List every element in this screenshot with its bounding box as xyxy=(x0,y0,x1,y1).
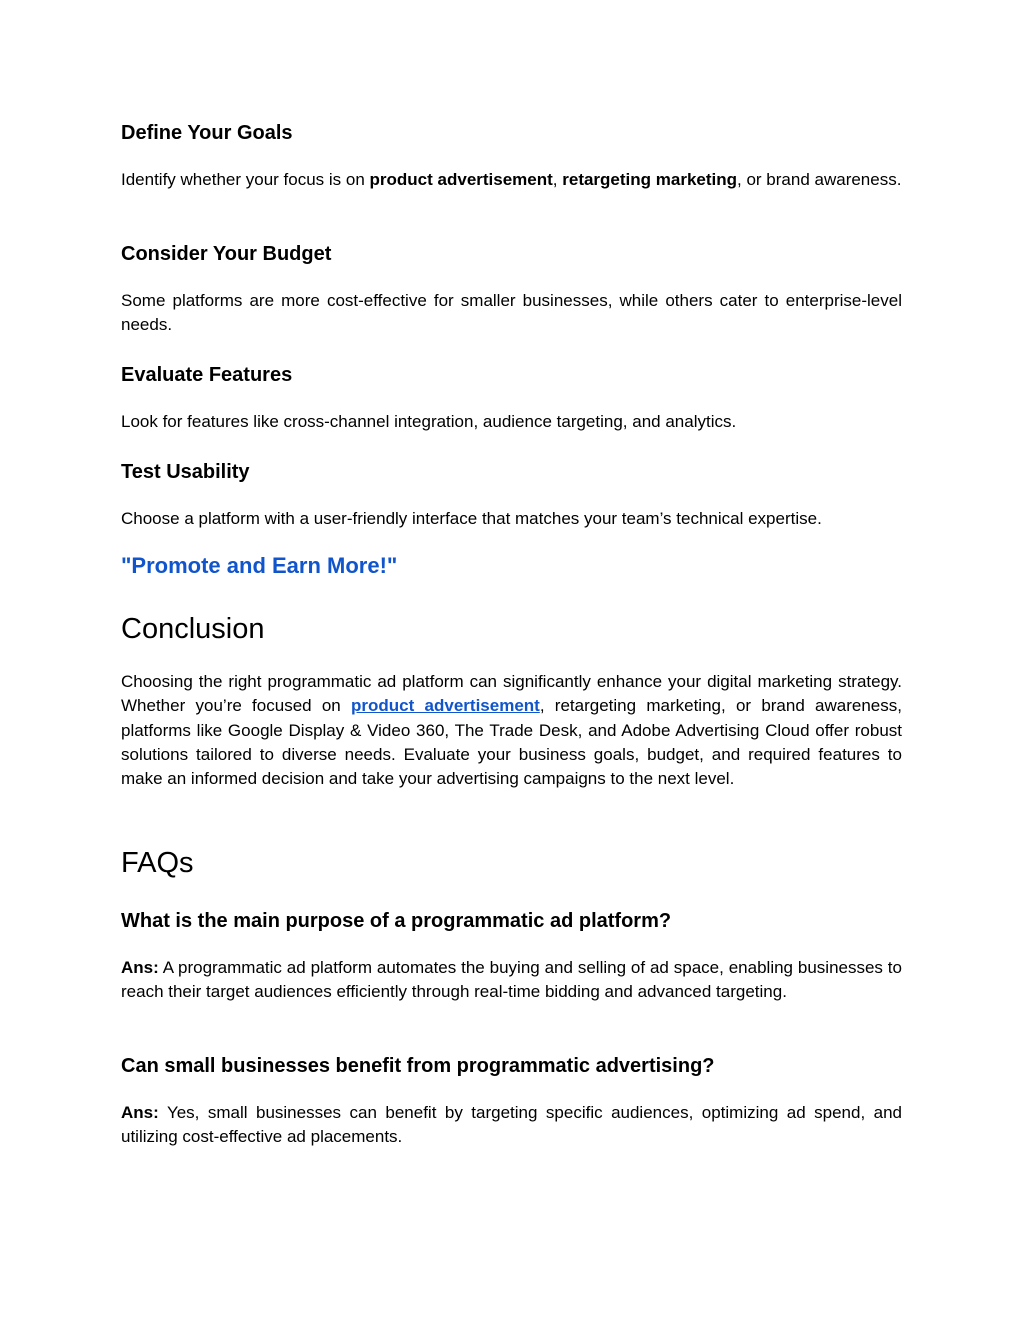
paragraph-evaluate-features: Look for features like cross-channel integration, audience targeting, and analytics. xyxy=(121,412,737,431)
ans-label: Ans: xyxy=(121,1103,159,1122)
paragraph-conclusion xyxy=(121,670,902,791)
paragraph-define-your-goals xyxy=(121,168,902,192)
text-segment: , retargeting marketing, or brand awareness, platforms like Google Display & Video 360, The Trade Desk, and Adobe Advertising Cloud offer robust solutions tailored to diverse needs. Evaluate your business goals, budget, and required features to make an informed decision and take your advertising campaigns to the next level. xyxy=(121,696,902,789)
bold-retargeting-marketing: retargeting marketing xyxy=(562,170,738,189)
product-advertisement-link[interactable]: product advertisement xyxy=(351,696,540,716)
faq-answer xyxy=(121,956,902,1005)
text-segment: , xyxy=(552,170,563,189)
heading-define-your-goals: Define Your Goals xyxy=(121,122,293,144)
bold-product-advertisement: product advertisement xyxy=(369,170,553,189)
heading-faqs: FAQs xyxy=(121,847,194,879)
text-segment: Identify whether your focus is on xyxy=(121,170,370,189)
text-segment: Choosing the right programmatic ad platform can significantly enhance your digital marketing strategy. Whether you’re focused on xyxy=(121,672,902,716)
text-segment: , or brand awareness. xyxy=(737,170,902,189)
heading-evaluate-features: Evaluate Features xyxy=(121,364,293,386)
heading-conclusion: Conclusion xyxy=(121,613,265,645)
faq-question: Can small businesses benefit from programmatic advertising? xyxy=(121,1055,715,1077)
faq-answer xyxy=(121,1101,902,1150)
text-segment: Yes, small businesses can benefit by targeting specific audiences, optimizing ad spend, and utilizing cost-effective ad placements. xyxy=(121,1103,902,1147)
heading-test-usability: Test Usability xyxy=(121,461,250,483)
faq-question: What is the main purpose of a programmatic ad platform? xyxy=(121,910,672,932)
paragraph-test-usability: Choose a platform with a user-friendly interface that matches your team’s technical expertise. xyxy=(121,509,822,528)
paragraph-consider-your-budget: Some platforms are more cost-effective for smaller businesses, while others cater to enterprise-level needs. xyxy=(121,291,902,335)
text-segment: A programmatic ad platform automates the buying and selling of ad space, enabling businesses to reach their target audiences efficiently through real-time bidding and advanced targeting. xyxy=(121,958,902,1002)
heading-consider-your-budget: Consider Your Budget xyxy=(121,243,332,265)
promote-link[interactable]: "Promote and Earn More!" xyxy=(121,553,398,578)
ans-label: Ans: xyxy=(121,958,159,977)
